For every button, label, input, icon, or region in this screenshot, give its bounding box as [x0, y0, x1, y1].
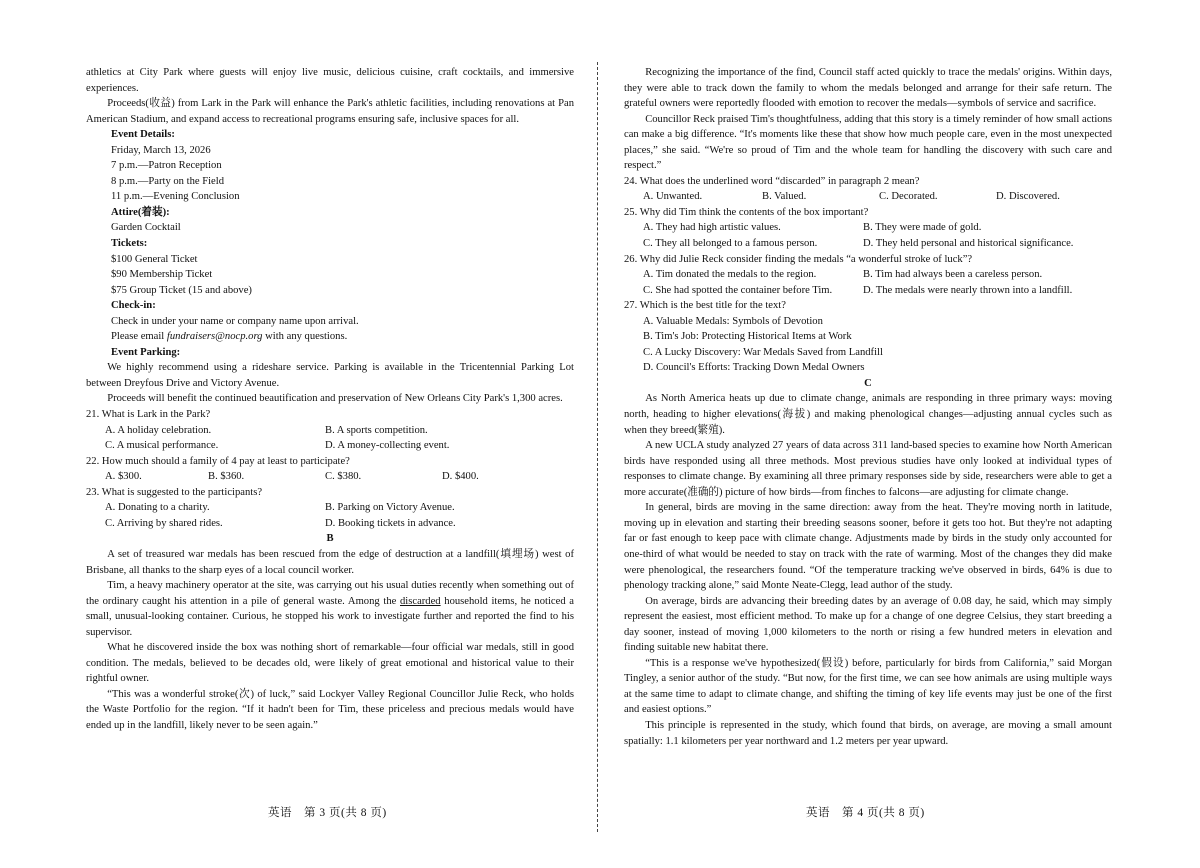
option: C. A Lucky Discovery: War Medals Saved from Landfill — [643, 346, 883, 358]
option: D. $400. — [442, 471, 479, 483]
option: A. Tim donated the medals to the region. — [643, 269, 817, 281]
option: D. Discovered. — [996, 191, 1060, 203]
parking-paragraph: We highly recommend using a rideshare service. Parking is available in the Tricentennial Parking Lot between Dreyfous Drive and Victory Avenue. — [86, 362, 574, 389]
option: B. $360. — [208, 471, 245, 483]
option: C. She had spotted the container before Tim. — [643, 284, 833, 296]
option: A. $300. — [105, 471, 142, 483]
option: A. A holiday celebration. — [105, 424, 212, 436]
b-paragraph-4: “This was a wonderful stroke(次) of luck,” said Lockyer Valley Regional Councillor Julie Reck, who holds the Waste Portfolio for the region. “If it hadn't been for Tim, these priceless and precious medals would have ended up in the landfill, likely never to be seen again.” — [86, 688, 574, 731]
option: B. Valued. — [762, 191, 807, 203]
b-paragraph-5: Recognizing the importance of the find, Council staff acted quickly to trace the medals' origins. Within days, they were able to track down the family to whom the medals belonged and arrange for their safe return. The grateful owners were reportedly flooded with emotion to recover the medals—symbols of service and sacrifice. — [624, 67, 1112, 110]
checkin-email-pre: Please email — [111, 331, 167, 343]
question-27: 27. Which is the best title for the text? — [624, 300, 786, 312]
section-b-heading: B — [326, 533, 334, 545]
tickets-heading: Tickets: — [111, 238, 148, 250]
q24-options — [624, 189, 1112, 205]
b-paragraph-1: A set of treasured war medals has been rescued from the edge of destruction at a landfill(填埋场) west of Brisbane, all thanks to the sharp eyes of a local council worker. — [86, 548, 574, 576]
benefit-paragraph: Proceeds will benefit the continued beautification and preservation of New Orleans City Park's 1,300 acres. — [107, 393, 563, 405]
b-paragraph-2 — [86, 578, 574, 640]
checkin-email-line — [86, 329, 574, 345]
option: B. A sports competition. — [325, 424, 428, 436]
b-p2-post: household items, he noticed a small, unusual-looking container. Curious, he stopped his work to investigate further and reported the find to his supervisor. — [86, 595, 574, 638]
ticket-item: $75 Group Ticket (15 and above) — [111, 284, 252, 296]
underlined-word: discarded — [400, 595, 441, 607]
right-column — [624, 65, 1112, 749]
question-22: 22. How much should a family of 4 pay at least to participate? — [86, 455, 350, 467]
option: B. Parking on Victory Avenue. — [325, 502, 455, 514]
option: C. They all belonged to a famous person. — [643, 238, 818, 250]
page-footer-right: 英语 第 4 页(共 8 页) — [806, 807, 925, 819]
q23-options — [86, 500, 574, 531]
c-paragraph-5: “This is a response we've hypothesized(假设) before, particularly for birds from California,” said Morgan Tingley, a senior author of the study. “But now, for the first time, we can see how animals are using multiple ways at the same time to adapt to climate change, and shifting the timing of key life events may just be one of the first and easiest options.” — [624, 657, 1112, 716]
event-date: Friday, March 13, 2026 — [111, 144, 211, 156]
checkin-email-link[interactable]: fundraisers@nocp.org — [166, 331, 263, 343]
q21-options — [86, 423, 574, 454]
q26-options — [624, 267, 1112, 298]
option: C. Arriving by shared rides. — [105, 517, 223, 529]
schedule-item: 8 p.m.—Party on the Field — [111, 175, 224, 187]
option: C. $380. — [325, 471, 362, 483]
option: C. A musical performance. — [105, 440, 219, 452]
c-paragraph-6: This principle is represented in the study, which found that birds, on average, are moving a small amount spatially: 1.1 kilometers per year northward and 1.2 meters per year upward. — [624, 719, 1112, 747]
checkin-line: Check in under your name or company name upon arrival. — [111, 315, 359, 327]
option: B. They were made of gold. — [863, 222, 982, 234]
parking-heading: Event Parking: — [111, 346, 181, 358]
option: D. A money-collecting event. — [325, 440, 450, 452]
attire-value: Garden Cocktail — [111, 222, 181, 234]
option: A. Unwanted. — [643, 191, 703, 203]
option: D. Booking tickets in advance. — [325, 517, 456, 529]
schedule-item: 7 p.m.—Patron Reception — [111, 160, 222, 172]
page-footer-left: 英语 第 3 页(共 8 页) — [268, 807, 387, 819]
attire-heading: Attire(着装): — [111, 206, 170, 218]
column-divider — [597, 62, 598, 832]
q25-options — [624, 220, 1112, 251]
left-column — [86, 65, 574, 734]
c-paragraph-2: A new UCLA study analyzed 27 years of data across 311 land-based species to examine how North American birds have responded using all three methods. Most previous studies have only looked at individual types of responses to climate change. By examining all three primary responses side by side, researchers were able to get a more accurate(准确的) picture of how birds—from finches to falcons—are adjusting for climate change. — [624, 440, 1112, 498]
question-24: 24. What does the underlined word “discarded” in paragraph 2 mean? — [624, 175, 920, 187]
b-p2-pre: Tim, a heavy machinery operator at the site, was carrying out his usual duties recently when something out of the ordinary caught his attention in a pile of general waste. Among the — [86, 580, 574, 607]
checkin-email-post: with any questions. — [262, 331, 348, 343]
section-c-heading: C — [864, 377, 872, 389]
ticket-item: $90 Membership Ticket — [111, 269, 213, 281]
option: D. Council's Efforts: Tracking Down Medal Owners — [643, 362, 865, 374]
b-paragraph-6: Councillor Reck praised Tim's thoughtfulness, adding that this story is a timely reminder of how small actions can make a big difference. “It's moments like these that show how much people care, even in the most unexpected places,” she said. “We're so proud of Tim and the whole team for handling the discovery with such care and respect.” — [624, 113, 1112, 172]
option: A. Valuable Medals: Symbols of Devotion — [643, 315, 823, 327]
option: A. They had high artistic values. — [643, 222, 781, 234]
question-23: 23. What is suggested to the participants? — [86, 486, 263, 498]
option: D. The medals were nearly thrown into a landfill. — [863, 284, 1073, 296]
option: B. Tim's Job: Protecting Historical Items at Work — [643, 331, 852, 343]
option: C. Decorated. — [879, 191, 938, 203]
option: D. They held personal and historical significance. — [863, 238, 1074, 250]
q22-options — [86, 469, 574, 485]
proceeds-paragraph: Proceeds(收益) from Lark in the Park will enhance the Park's athletic facilities, including renovations at Pan American Stadium, and expand access to recreational programs ensuring safe, inclusive spaces for all. — [86, 98, 574, 125]
question-21: 21. What is Lark in the Park? — [86, 409, 211, 421]
c-paragraph-4: On average, birds are advancing their breeding dates by an average of 0.08 day, he said, which may simply represent the easiest, most efficient method. To make up for a change of one degree Celsius, they start breeding a day sooner, instead of moving 1,000 kilometers to the north or rising a few hundred meters in elevation and finding suitable new habitat there. — [624, 595, 1112, 654]
intro-continuation: athletics at City Park where guests will enjoy live music, delicious cuisine, craft cocktails, and immersive experiences. — [86, 67, 574, 94]
option: B. Tim had always been a careless person. — [863, 269, 1043, 281]
question-26: 26. Why did Julie Reck consider finding the medals “a wonderful stroke of luck”? — [624, 253, 973, 265]
b-paragraph-3: What he discovered inside the box was nothing short of remarkable—four official war medals, still in good condition. The medals, believed to be decades old, were likely of great emotional and historical value to their rightful owner. — [86, 642, 574, 685]
q27-options — [624, 314, 1112, 376]
option: A. Donating to a charity. — [105, 502, 210, 514]
event-details-heading: Event Details: — [111, 129, 175, 141]
c-paragraph-1: As North America heats up due to climate change, animals are responding in three primary ways: moving north, heading to higher elevations(海拔) and making phenological changes—adjusting annual cycles such as when they breed(繁殖). — [624, 393, 1112, 436]
checkin-heading: Check-in: — [111, 300, 156, 312]
ticket-item: $100 General Ticket — [111, 253, 198, 265]
question-25: 25. Why did Tim think the contents of the box important? — [624, 206, 869, 218]
c-paragraph-3: In general, birds are moving in the same direction: away from the heat. They're moving north in latitude, moving up in elevation and starting their breeding seasons sooner, before it gets too hot. But they're not adapting far or fast enough to keep pace with climate change. Adjustments made by birds in the study only accounted for one-third of what would be needed to stay on track with the rate of warming. Most of the changes they did make were phenological, the researchers found. “Of the temperature tracking we've observed in birds, 64% is due to phenology tracking alone,” said Monte Neate-Clegg, lead author of the study. — [624, 502, 1112, 592]
schedule-item: 11 p.m.—Evening Conclusion — [111, 191, 240, 203]
